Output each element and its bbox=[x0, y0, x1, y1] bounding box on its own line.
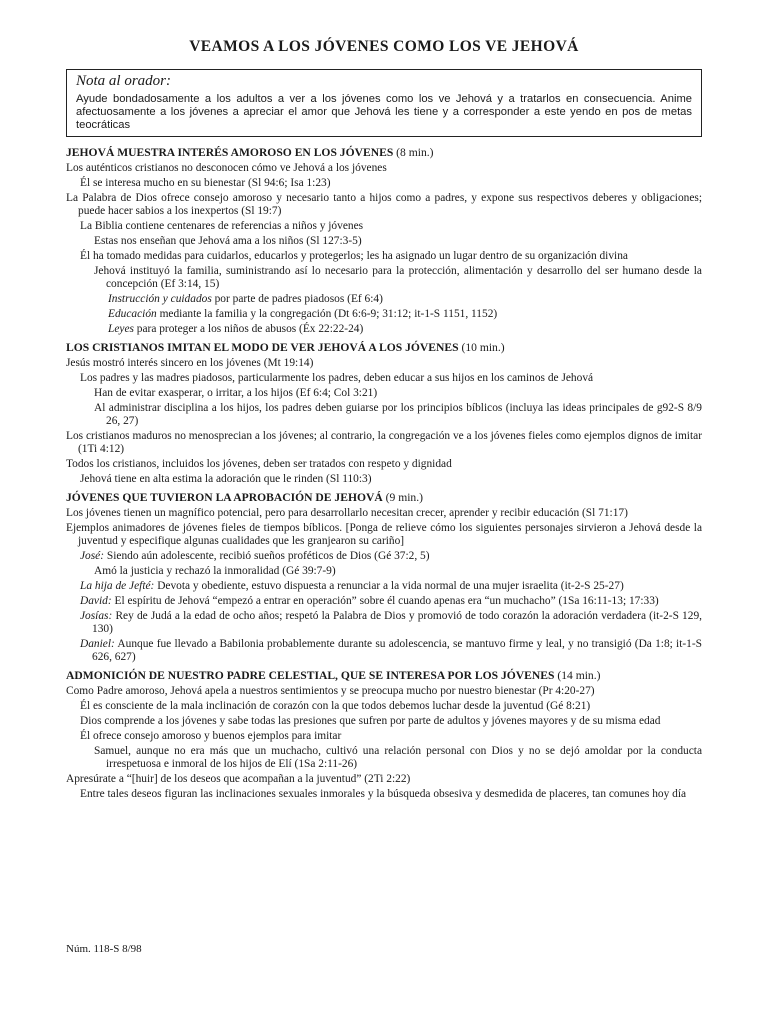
page-title: VEAMOS A LOS JÓVENES COMO LOS VE JEHOVÁ bbox=[189, 38, 579, 55]
section-time: (9 min.) bbox=[382, 491, 423, 505]
outline-point bbox=[66, 507, 702, 520]
outline-point bbox=[94, 745, 702, 771]
point-text: El espíritu de Jehová “empezó a entrar en operación” sobre él cuando apenas era “un muchacho” (1Sa 16:11-13; 17:33) bbox=[111, 595, 659, 608]
point-text: Estas nos enseñan que Jehová ama a los niños (Sl 127:3-5) bbox=[94, 235, 362, 248]
section-title: LOS CRISTIANOS IMITAN EL MODO DE VER JEHOVÁ A LOS JÓVENES bbox=[66, 341, 459, 355]
section-time: (14 min.) bbox=[554, 669, 601, 683]
outline-point bbox=[94, 265, 702, 291]
outline-point bbox=[66, 685, 702, 698]
outline-point bbox=[66, 773, 702, 786]
section-title: JÓVENES QUE TUVIERON LA APROBACIÓN DE JEHOVÁ bbox=[66, 491, 383, 505]
section-time: (10 min.) bbox=[458, 341, 505, 355]
point-text: mediante la familia y la congregación (Dt 6:6-9; 31:12; it-1-S 1151, 1152) bbox=[156, 308, 498, 321]
point-text: Samuel, aunque no era más que un muchacho, cultivó una relación personal con Dios y no se dejó amoldar por la conducta irrespetuosa e inmoral de los hijos de Elí (1Sa 2:11-26) bbox=[94, 745, 702, 771]
section-title: JEHOVÁ MUESTRA INTERÉS AMOROSO EN LOS JÓVENES bbox=[66, 146, 394, 160]
point-text: Los cristianos maduros no menosprecian a los jóvenes; al contrario, la congregación ve a los jóvenes fieles como ejemplos dignos de imitar (1Ti 4:12) bbox=[66, 430, 702, 456]
outline-point bbox=[94, 235, 702, 248]
point-text: Todos los cristianos, incluidos los jóvenes, deben ser tratados con respeto y dignidad bbox=[66, 458, 452, 471]
section-heading bbox=[66, 146, 702, 160]
outline-point bbox=[66, 430, 702, 456]
outline-point bbox=[66, 458, 702, 471]
point-text: por parte de padres piadosos (Ef 6:4) bbox=[211, 293, 383, 306]
outline-point bbox=[80, 177, 702, 190]
point-text: Han de evitar exasperar, o irritar, a los hijos (Ef 6:4; Col 3:21) bbox=[94, 387, 378, 400]
outline-point bbox=[66, 522, 702, 548]
outline-body bbox=[66, 146, 702, 801]
point-text: Él es consciente de la mala inclinación de corazón con la que todos debemos luchar desde la juventud (Gé 8:21) bbox=[80, 700, 591, 713]
outline-point bbox=[94, 565, 702, 578]
section-title: ADMONICIÓN DE NUESTRO PADRE CELESTIAL, QUE SE INTERESA POR LOS JÓVENES bbox=[66, 669, 555, 683]
outline-point bbox=[80, 595, 702, 608]
point-text: Los jóvenes tienen un magnífico potencial, pero para desarrollarlo necesitan crecer, aprender y recibir educación (Sl 71:17) bbox=[66, 507, 628, 520]
outline-point bbox=[80, 700, 702, 713]
outline-point bbox=[108, 323, 702, 336]
footer-code: Núm. 118-S 8/98 bbox=[66, 943, 142, 955]
outline-point bbox=[80, 473, 702, 486]
point-text: Dios comprende a los jóvenes y sabe todas las presiones que sufren por parte de adultos y jóvenes mayores y de su misma edad bbox=[80, 715, 661, 728]
point-lead: David: bbox=[80, 595, 112, 608]
point-text: Los padres y las madres piadosos, particularmente los padres, deben educar a sus hijos en los caminos de Jehová bbox=[80, 372, 594, 385]
point-text: Él ha tomado medidas para cuidarlos, educarlos y protegerlos; les ha asignado un lugar dentro de su organización divina bbox=[80, 250, 628, 263]
point-text: Rey de Judá a la edad de ocho años; respetó la Palabra de Dios y promovió de todo corazón la adoración verdadera (it-2-S 129, 130) bbox=[92, 610, 702, 636]
outline-point bbox=[80, 788, 702, 801]
outline-point bbox=[80, 220, 702, 233]
point-text: Ejemplos animadores de jóvenes fieles de tiempos bíblicos. [Ponga de relieve cómo los siguientes personajes sirvieron a Jehová desde la juventud y especifique algunas cualidades que les granjearon su cariño] bbox=[66, 522, 702, 548]
section-heading bbox=[66, 669, 702, 683]
point-text: Los auténticos cristianos no desconocen cómo ve Jehová a los jóvenes bbox=[66, 162, 387, 175]
note-text: Ayude bondadosamente a los adultos a ver a los jóvenes como los ve Jehová y a tratarlos en consecuencia. Anime afectuosamente a los jóvenes a apreciar el amor que Jehová les tiene y a corresponder a este yendo en pos de metas teocráticas bbox=[76, 93, 692, 131]
point-lead: Leyes bbox=[108, 323, 134, 336]
outline-point bbox=[108, 293, 702, 306]
outline-point bbox=[108, 308, 702, 321]
section-time: (8 min.) bbox=[393, 146, 434, 160]
point-text: Amó la justicia y rechazó la inmoralidad (Gé 39:7-9) bbox=[94, 565, 336, 578]
outline-page bbox=[66, 38, 702, 801]
outline-point bbox=[66, 192, 702, 218]
point-text: Jehová tiene en alta estima la adoración que le rinden (Sl 110:3) bbox=[80, 473, 372, 486]
outline-point bbox=[80, 250, 702, 263]
point-text: Aunque fue llevado a Babilonia probablemente durante su adolescencia, se mantuvo firme y leal, y no transigió (Da 1:8; it-1-S 626, 627) bbox=[92, 638, 702, 664]
point-lead: Educación bbox=[108, 308, 157, 321]
point-text: Como Padre amoroso, Jehová apela a nuestros sentimientos y se preocupa mucho por nuestro bienestar (Pr 4:20-27) bbox=[66, 685, 595, 698]
point-lead: La hija de Jefté: bbox=[80, 580, 155, 593]
point-text: para proteger a los niños de abusos (Éx 22:22-24) bbox=[133, 323, 364, 336]
point-text: Él se interesa mucho en su bienestar (Sl 94:6; Isa 1:23) bbox=[80, 177, 331, 190]
outline-point bbox=[66, 357, 702, 370]
point-lead: Instrucción y cuidados bbox=[108, 293, 212, 306]
outline-point bbox=[66, 162, 702, 175]
point-text: Jesús mostró interés sincero en los jóvenes (Mt 19:14) bbox=[66, 357, 314, 370]
outline-point bbox=[80, 580, 702, 593]
point-text: Al administrar disciplina a los hijos, los padres deben guiarse por los principios bíblicos (incluya las ideas principales de g92-S 8/9 26, 27) bbox=[94, 402, 702, 428]
point-text: Siendo aún adolescente, recibió sueños proféticos de Dios (Gé 37:2, 5) bbox=[104, 550, 430, 563]
speaker-note-box bbox=[66, 69, 702, 137]
note-label: Nota al orador: bbox=[76, 73, 172, 89]
point-lead: José: bbox=[80, 550, 105, 563]
point-text: Devota y obediente, estuvo dispuesta a renunciar a la vida normal de una mujer israelita (it-2-S 25-27) bbox=[154, 580, 624, 593]
point-text: Entre tales deseos figuran las inclinaciones sexuales inmorales y la búsqueda obsesiva y desmedida de placeres, tan comunes hoy día bbox=[80, 788, 687, 801]
point-text: La Palabra de Dios ofrece consejo amoroso y necesario tanto a hijos como a padres, y expone sus respectivos deberes y obligaciones; puede hacer sabios a los inexpertos (Sl 19:7) bbox=[66, 192, 702, 218]
point-text: Él ofrece consejo amoroso y buenos ejemplos para imitar bbox=[80, 730, 342, 743]
point-text: Apresúrate a “[huir] de los deseos que acompañan a la juventud” (2Ti 2:22) bbox=[66, 773, 411, 786]
outline-point bbox=[80, 715, 702, 728]
outline-point bbox=[94, 402, 702, 428]
outline-point bbox=[80, 730, 702, 743]
outline-point bbox=[80, 610, 702, 636]
point-text: Jehová instituyó la familia, suministrando así lo necesario para la protección, alimentación y desarrollo del ser humano desde la concepción (Ef 3:14, 15) bbox=[94, 265, 702, 291]
point-lead: Daniel: bbox=[80, 638, 115, 651]
outline-point bbox=[94, 387, 702, 400]
outline-point bbox=[80, 638, 702, 664]
section-heading bbox=[66, 341, 702, 355]
section-heading bbox=[66, 491, 702, 505]
point-lead: Josías: bbox=[80, 610, 113, 623]
outline-point bbox=[80, 550, 702, 563]
outline-point bbox=[80, 372, 702, 385]
point-text: La Biblia contiene centenares de referencias a niños y jóvenes bbox=[80, 220, 364, 233]
